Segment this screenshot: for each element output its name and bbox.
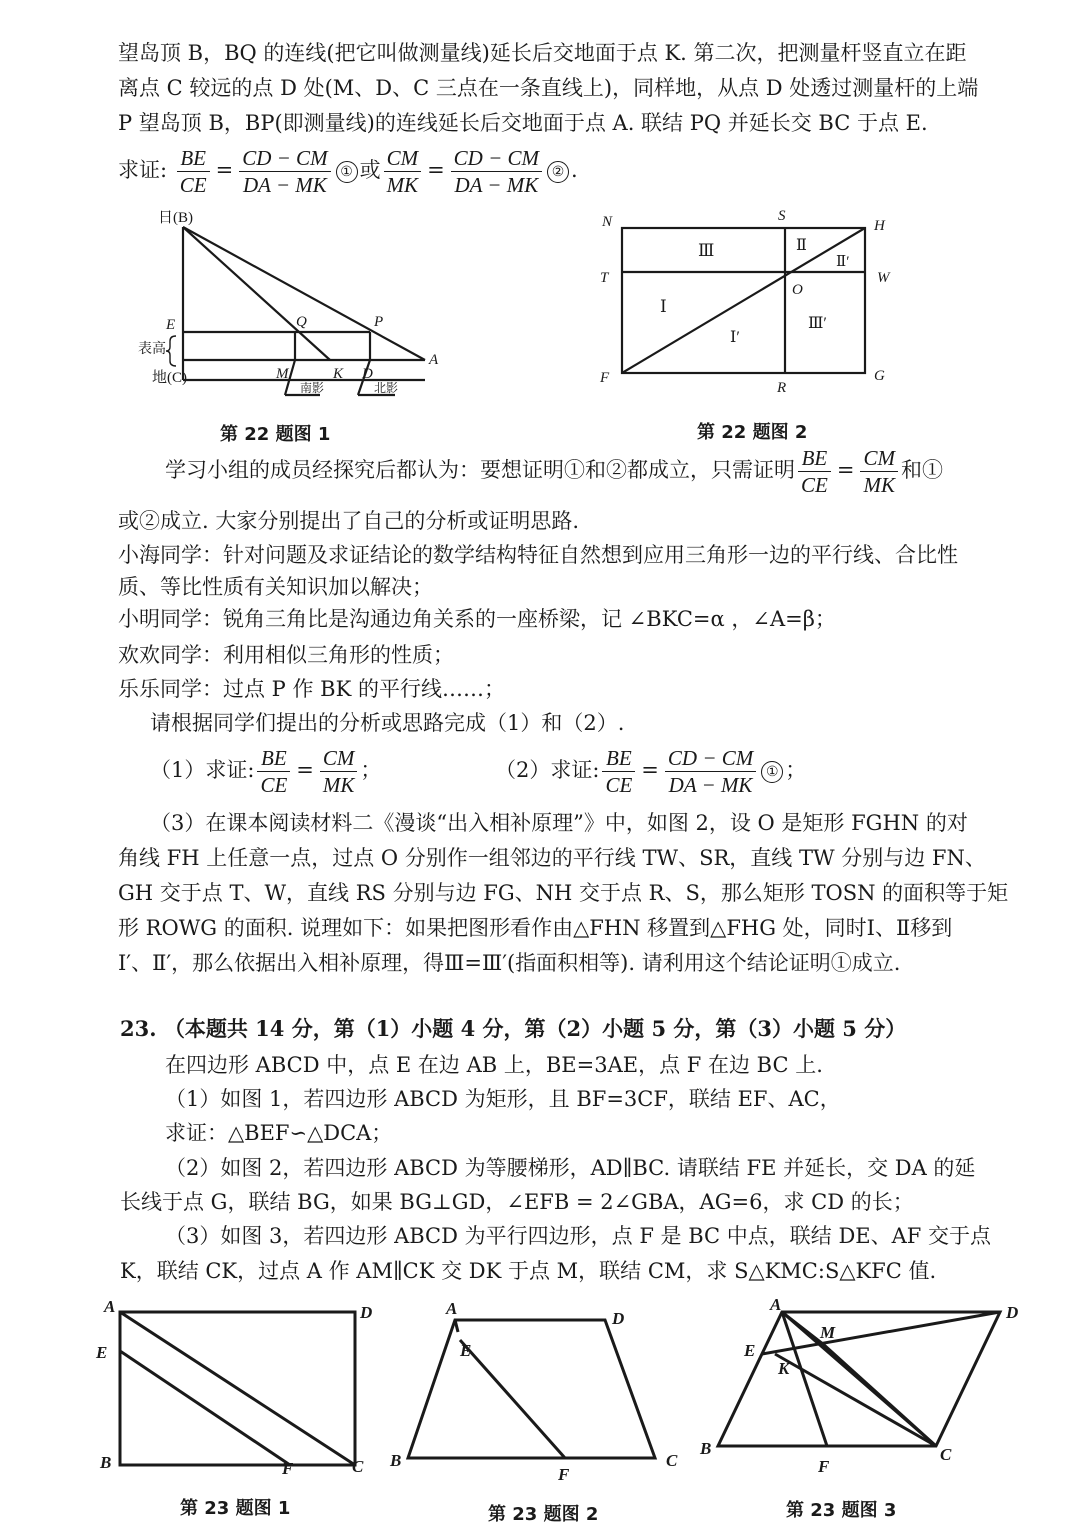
fraction-cm-mk-2: $\frac{CM}{MK}$ — [860, 445, 898, 498]
label-m: M — [820, 1323, 836, 1342]
q22-para1: 学习小组的成员经探究后都认为：要想证明①和②都成立，只需证明 $\frac{BE}{CE}$ = $\frac{CM}{MK}$ 和① — [165, 446, 943, 497]
region-iii: Ⅲ — [698, 241, 715, 260]
label-s: S — [778, 208, 786, 224]
q22-part1: （1）求证: $\frac{BE}{CE}$ = $\frac{CM}{MK}$ ； — [150, 746, 382, 797]
fraction-be-ce-2: $\frac{BE}{CE}$ — [798, 445, 831, 498]
label-b: B — [390, 1451, 402, 1470]
q22-figure-1 — [130, 200, 460, 415]
label-e: E — [166, 317, 176, 333]
q22-part3-line3: GH 交于点 T、W，直线 RS 分别与边 FG、NH 交于点 R、S，那么矩形 TOSN 的面积等于矩 — [118, 881, 1009, 905]
label-d: D — [1006, 1303, 1019, 1322]
q23-fig2-caption: 第 23 题图 2 — [488, 1504, 599, 1525]
q22-prove-statement: 求证: $\frac{BE}{CE}$ = $\frac{CD - CM}{DA - MK}$ ① 或 $\frac{CM}{MK}$ = $\frac{CD - CM}{DA - MK}$ ② . — [118, 146, 578, 197]
label-f: F — [600, 370, 610, 386]
region-ii: Ⅱ — [796, 237, 807, 254]
label-g: G — [874, 368, 885, 384]
label-e: E — [460, 1341, 472, 1360]
q23-fig1-caption: 第 23 题图 1 — [180, 1498, 291, 1519]
q22-xiaohai-1: 小海同学：针对问题及求证结论的数学结构特征自然想到应用三角形一边的平行线、合比性 — [118, 543, 958, 567]
label-a: A — [770, 1295, 782, 1314]
q23-part1-b: 求证：△BEF∽△DCA； — [165, 1121, 393, 1145]
q22-line2: 离点 C 较远的点 D 处(M、D、C 三点在一条直线上)，同样地，从点 D 处透过测量杆的上端 — [118, 76, 979, 100]
q22-huanhuan: 欢欢同学：利用相似三角形的性质； — [118, 643, 454, 667]
label-biaogao: 表高 — [138, 342, 166, 357]
label-c: C — [940, 1445, 952, 1464]
q23-part2-b: 长线于点 G，联结 BG，如果 BG⊥GD，∠EFB = 2∠GBA，AG=6，求 CD 的长； — [120, 1190, 914, 1214]
label-a: A — [429, 352, 439, 368]
circle-two: ② — [547, 161, 569, 183]
label-m: M — [276, 366, 289, 382]
q22-lele: 乐乐同学：过点 P 作 BK 的平行线……； — [118, 677, 505, 701]
label-b: B — [100, 1453, 112, 1472]
q22-line3: P 望岛顶 B，BP(即测量线)的连线延长后交地面于点 A. 联结 PQ 并延长交 BC 于点 E. — [118, 111, 928, 135]
label-a: A — [446, 1299, 458, 1318]
q22-instruction: 请根据同学们提出的分析或思路完成（1）和（2）. — [150, 711, 625, 735]
q23-part2-a: （2）如图 2，若四边形 ABCD 为等腰梯形，AD∥BC. 请联结 FE 并延长，交 DA 的延 — [165, 1156, 976, 1180]
label-d: D — [612, 1309, 625, 1328]
q22-fig2-caption: 第 22 题图 2 — [697, 422, 808, 443]
label-k: K — [333, 366, 344, 382]
region-iii-prime: Ⅲ′ — [808, 315, 827, 332]
q23-figure-2 — [390, 1300, 690, 1490]
fraction-cd-da-3: $\frac{CD - CM}{DA - MK}$ — [665, 745, 756, 798]
label-t: T — [600, 270, 609, 286]
circle-one: ① — [336, 161, 358, 183]
q22-part2: （2）求证: $\frac{BE}{CE}$ = $\frac{CD - CM}{DA - MK}$ ① ； — [495, 746, 807, 797]
or-word: 或 — [359, 158, 381, 182]
fraction-cd-da: $\frac{CD - CM}{DA - MK}$ — [239, 145, 330, 198]
label-ground: 地(C) — [152, 370, 187, 386]
label-q: Q — [296, 314, 307, 330]
q23-part3-a: （3）如图 3，若四边形 ABCD 为平行四边形，点 F 是 BC 中点，联结 DE、AF 交于点 — [165, 1224, 992, 1248]
label-c: C — [352, 1457, 364, 1476]
label-b: B — [700, 1439, 712, 1458]
label-d: D — [360, 1303, 373, 1322]
prove-label: 求证: — [118, 158, 168, 182]
label-beiying: 北影 — [374, 381, 399, 395]
fraction-cm-mk: $\frac{CM}{MK}$ — [384, 145, 422, 198]
fraction-cm-mk-3: $\frac{CM}{MK}$ — [320, 745, 358, 798]
label-n: N — [602, 214, 613, 230]
label-f: F — [818, 1457, 830, 1476]
fraction-be-ce-4: $\frac{BE}{CE}$ — [602, 745, 635, 798]
label-e: E — [96, 1343, 108, 1362]
q22-part3-line5: Ⅰ′、Ⅱ′，那么依据出入相补原理，得Ⅲ=Ⅲ′(指面积相等). 请利用这个结论证明①成立. — [118, 951, 901, 975]
fraction-be-ce: $\frac{BE}{CE}$ — [177, 145, 210, 198]
region-ii-prime: Ⅱ′ — [836, 254, 850, 270]
q23-figure-1 — [90, 1290, 390, 1480]
q22-xiaoming: 小明同学：锐角三角比是沟通边角关系的一座桥梁，记 ∠BKC=α ，∠A=β； — [118, 607, 836, 631]
fraction-be-ce-3: $\frac{BE}{CE}$ — [257, 745, 290, 798]
q23-figure-3 — [700, 1294, 1040, 1484]
label-d: D — [362, 366, 373, 382]
q22-line1: 望岛顶 B，BQ 的连线(把它叫做测量线)延长后交地面于点 K. 第二次，把测量杆竖直立在距 — [118, 41, 967, 65]
q22-part3-line1: （3）在课本阅读材料二《漫谈“出入相补原理”》中，如图 2，设 O 是矩形 FGHN 的对 — [150, 811, 968, 835]
label-nanying: 南影 — [300, 381, 325, 395]
label-p: P — [374, 314, 384, 330]
q22-fig1-caption: 第 22 题图 1 — [220, 424, 331, 445]
q22-xiaohai-2: 质、等比性质有关知识加以解决； — [118, 575, 433, 599]
fraction-cd-da-2: $\frac{CD - CM}{DA - MK}$ — [451, 145, 542, 198]
q23-part3-b: K，联结 CK，过点 A 作 AM∥CK 交 DK 于点 M，联结 CM，求 S△KMC:S△KFC 值. — [120, 1259, 937, 1283]
q22-figure-2 — [590, 200, 910, 400]
q23-intro: 在四边形 ABCD 中，点 E 在边 AB 上，BE=3AE，点 F 在边 BC 上. — [165, 1053, 823, 1077]
q22-part3-line4: 形 ROWG 的面积. 说理如下：如果把图形看作由△FHN 移置到△FHG 处，同时Ⅰ、Ⅱ移到 — [118, 916, 953, 940]
label-top: 日(B) — [158, 210, 193, 226]
q23-header: 23. （本题共 14 分，第（1）小题 4 分，第（2）小题 5 分，第（3）小题 5 分） — [120, 1016, 907, 1041]
label-k: K — [778, 1359, 790, 1378]
label-a: A — [104, 1297, 116, 1316]
label-w: W — [877, 270, 890, 286]
region-i-prime: Ⅰ′ — [730, 329, 740, 346]
label-e: E — [744, 1341, 756, 1360]
label-c: C — [666, 1451, 678, 1470]
q22-para1-cont: 或②成立. 大家分别提出了自己的分析或证明思路. — [118, 509, 580, 533]
label-h: H — [874, 218, 885, 234]
label-o: O — [792, 282, 803, 298]
region-i: Ⅰ — [660, 297, 667, 316]
label-r: R — [777, 380, 787, 396]
q23-part1-a: （1）如图 1，若四边形 ABCD 为矩形，且 BF=3CF，联结 EF、AC， — [165, 1087, 841, 1111]
label-f: F — [282, 1459, 294, 1478]
q23-fig3-caption: 第 23 题图 3 — [786, 1500, 897, 1521]
q22-part3-line2: 角线 FH 上任意一点，过点 O 分别作一组邻边的平行线 TW、SR，直线 TW 分别与边 FN、 — [118, 846, 986, 870]
label-f: F — [558, 1465, 570, 1484]
